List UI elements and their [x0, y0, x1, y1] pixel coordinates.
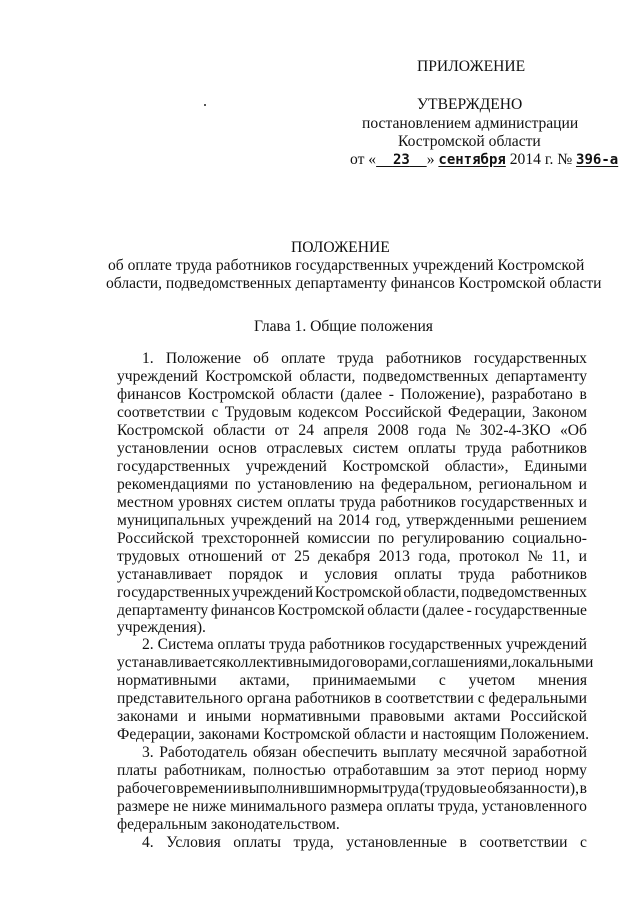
- body-word: труда,: [293, 834, 334, 851]
- body-word: государственных: [117, 584, 231, 601]
- body-line: [117, 602, 587, 620]
- date-day: 23: [392, 152, 410, 168]
- body-word: с: [438, 672, 446, 689]
- body-word: 25: [294, 548, 310, 565]
- body-word: оплаты: [217, 636, 266, 653]
- body-line: [142, 834, 587, 852]
- body-line: [117, 458, 587, 476]
- body-word: обязан: [252, 744, 297, 761]
- date-mid: »: [426, 151, 435, 168]
- body-word: Российской: [117, 530, 194, 547]
- body-word: законодательством.: [211, 816, 340, 833]
- body-word: платы: [117, 762, 157, 779]
- body-word: отношений: [188, 548, 263, 565]
- body-line: [117, 386, 587, 404]
- body-word: Костромской: [205, 368, 293, 385]
- resolution-label: постановлением администрации: [362, 115, 579, 132]
- body-word: Условия: [166, 834, 221, 851]
- body-line: [117, 548, 587, 566]
- body-word: протокол: [459, 548, 520, 565]
- body-word: времени: [176, 780, 232, 797]
- document-number: 396-а: [576, 152, 619, 168]
- body-word: принимаемыми: [312, 672, 416, 689]
- body-line: [117, 584, 587, 602]
- body-word: законами: [117, 708, 179, 725]
- body-word: и: [299, 566, 308, 583]
- body-word: труда: [339, 494, 376, 511]
- body-word: области»,: [444, 458, 509, 475]
- body-word: области: [281, 386, 334, 403]
- body-word: оплаты: [233, 834, 282, 851]
- body-word: работников: [380, 494, 457, 511]
- body-word: Система: [157, 636, 214, 653]
- body-word: и: [578, 548, 587, 565]
- body-word: 302-4-ЗКО: [479, 422, 551, 439]
- body-line: [142, 350, 587, 368]
- body-word: не: [172, 798, 189, 815]
- body-word: и: [232, 780, 241, 797]
- body-word: регулированию: [402, 530, 505, 547]
- date-suffix: 2014 г. №: [509, 151, 573, 168]
- body-word: актами,: [239, 672, 290, 689]
- body-word: учреждений: [230, 512, 312, 529]
- body-word: года: [418, 422, 447, 439]
- body-word: муниципальных: [117, 512, 225, 529]
- body-word: систем: [352, 440, 399, 457]
- body-word: учреждений: [232, 584, 314, 601]
- body-word: с: [477, 690, 485, 707]
- body-word: и: [187, 708, 197, 725]
- body-line: [117, 368, 587, 386]
- body-word: учреждений: [117, 368, 199, 385]
- body-word: норму: [545, 762, 587, 779]
- body-word: обязанности),: [487, 780, 579, 797]
- body-word: рекомендациями: [117, 476, 229, 493]
- body-word: устанавливается: [117, 654, 227, 671]
- body-word: локальными: [511, 654, 594, 671]
- body-word: соглашениями,: [411, 654, 512, 671]
- date-prefix: от «: [350, 151, 377, 168]
- body-word: период: [491, 762, 539, 779]
- body-word: Трудовым: [224, 404, 292, 421]
- body-word: Законом: [531, 404, 587, 421]
- body-word: нормы: [337, 780, 383, 797]
- approval-date: [350, 151, 618, 169]
- body-word: Костромской: [187, 386, 275, 403]
- body-word: «Об: [559, 422, 587, 439]
- body-word: устанавливает: [117, 566, 213, 583]
- date-month: сентября: [438, 152, 506, 168]
- body-word: апреля: [323, 422, 369, 439]
- body-word: месячной: [443, 744, 507, 761]
- body-word: заработной: [512, 744, 587, 761]
- body-word: размере: [117, 798, 170, 815]
- body-word: (далее: [340, 386, 383, 403]
- body-word: труда: [465, 440, 502, 457]
- body-word: государственных: [117, 458, 231, 475]
- body-word: и: [578, 476, 587, 493]
- body-word: №: [527, 548, 543, 565]
- body-word: труда: [269, 636, 306, 653]
- body-word: трехсторонней: [201, 530, 300, 547]
- body-word: обеспечить: [302, 744, 378, 761]
- body-line: [142, 744, 587, 762]
- body-word: учреждений: [505, 636, 587, 653]
- body-word: настоящим: [422, 726, 497, 743]
- body-line: [117, 726, 589, 744]
- body-word: полностью: [253, 762, 326, 779]
- body-word: работников: [294, 690, 371, 707]
- body-word: работникам,: [164, 762, 246, 779]
- body-word: Костромской: [277, 602, 365, 619]
- body-word: 4.: [142, 834, 154, 851]
- body-word: области,: [299, 368, 356, 385]
- body-word: учреждения).: [117, 619, 206, 636]
- body-word: подведомственных: [461, 584, 587, 601]
- body-word: утвержденными: [406, 512, 515, 529]
- body-word: с: [211, 404, 219, 421]
- body-word: от: [271, 548, 286, 565]
- body-word: труда: [382, 780, 419, 797]
- body-line: [117, 619, 206, 637]
- body-word: 11,: [551, 548, 571, 565]
- body-line: [117, 762, 587, 780]
- body-word: Федерации,: [117, 726, 195, 743]
- body-word: минимального: [230, 798, 327, 815]
- body-word: труда: [458, 566, 495, 583]
- body-word: на: [359, 476, 375, 493]
- body-word: и: [410, 726, 419, 743]
- body-word: социально-: [512, 530, 587, 547]
- body-word: комиссии: [307, 530, 371, 547]
- body-word: Федерации,: [448, 404, 526, 421]
- body-word: установлению: [257, 476, 353, 493]
- body-word: этот: [456, 762, 485, 779]
- body-word: -: [466, 602, 472, 619]
- body-word: Едиными: [524, 458, 587, 475]
- body-line: [117, 690, 587, 708]
- body-line: [117, 816, 340, 834]
- body-word: -: [388, 386, 394, 403]
- body-word: решением: [519, 512, 587, 529]
- body-word: федеральными: [488, 690, 587, 707]
- body-line: [117, 422, 587, 440]
- body-word: выполнившим: [241, 780, 338, 797]
- body-word: коллективными: [226, 654, 331, 671]
- body-word: установлении: [117, 440, 209, 457]
- body-line: [117, 566, 587, 584]
- body-word: Костромской: [342, 458, 430, 475]
- body-word: год,: [375, 512, 401, 529]
- body-word: государственных: [388, 636, 503, 653]
- body-line: [117, 708, 587, 726]
- body-word: области: [213, 422, 266, 439]
- body-word: Российской: [364, 404, 442, 421]
- body-word: №: [455, 422, 471, 439]
- body-word: государственные: [474, 602, 587, 619]
- body-word: финансов: [117, 386, 182, 403]
- body-word: подведомственных: [362, 368, 489, 385]
- body-word: выплату: [382, 744, 438, 761]
- body-word: труда: [337, 350, 374, 367]
- body-word: порядок: [228, 566, 283, 583]
- body-word: 2014: [338, 512, 370, 529]
- body-word: с: [580, 834, 587, 851]
- body-word: 2.: [142, 636, 154, 653]
- body-line: [117, 530, 587, 548]
- body-word: размера: [330, 798, 383, 815]
- body-word: отраслевых: [266, 440, 344, 457]
- body-word: нормативными: [260, 708, 361, 725]
- body-word: оплаты: [408, 440, 456, 457]
- body-word: отработавшим: [332, 762, 430, 779]
- body-word: установленного: [481, 798, 587, 815]
- body-word: соответствии: [479, 834, 568, 851]
- body-word: в: [579, 386, 587, 403]
- body-word: правовыми: [370, 708, 445, 725]
- body-line: [117, 512, 587, 530]
- body-word: федеральным: [117, 816, 208, 833]
- body-word: (трудовые: [419, 780, 487, 797]
- body-line: [117, 494, 587, 512]
- body-word: иными: [205, 708, 252, 725]
- body-word: в: [459, 834, 467, 851]
- body-word: области: [367, 602, 420, 619]
- body-word: (далее: [422, 602, 464, 619]
- body-word: оплате: [281, 350, 326, 367]
- body-word: на: [317, 512, 333, 529]
- document-subtitle-line2: области, подведомственных департаменту финансов Костромской области: [106, 275, 602, 292]
- body-word: 2013: [378, 548, 410, 565]
- body-word: органа: [246, 690, 291, 707]
- body-word: финансов: [210, 602, 276, 619]
- body-line: [117, 476, 587, 494]
- body-word: работников: [385, 350, 462, 367]
- document-title: ПОЛОЖЕНИЕ: [291, 239, 390, 256]
- scan-speck: [204, 104, 206, 106]
- body-word: учетом: [468, 672, 516, 689]
- body-line: [117, 654, 594, 672]
- body-word: труда,: [437, 798, 479, 815]
- body-word: 24: [298, 422, 315, 439]
- body-word: от: [274, 422, 290, 439]
- body-word: Костромской: [263, 726, 351, 743]
- body-word: года,: [418, 548, 451, 565]
- body-line: [142, 636, 587, 654]
- body-word: разработано: [491, 386, 573, 403]
- appendix-label: ПРИЛОЖЕНИЕ: [417, 58, 526, 75]
- body-word: Положение),: [400, 386, 485, 403]
- approved-label: УТВЕРЖДЕНО: [417, 96, 523, 113]
- body-word: декабря: [318, 548, 371, 565]
- body-word: работников: [309, 636, 385, 653]
- body-word: региональном: [478, 476, 572, 493]
- body-word: работников: [511, 566, 587, 583]
- body-word: государственных: [473, 350, 587, 367]
- body-word: по: [234, 476, 251, 493]
- body-word: области,: [403, 584, 460, 601]
- body-line: [117, 404, 587, 422]
- body-word: департаменту: [495, 368, 587, 385]
- body-word: ниже: [192, 798, 227, 815]
- body-word: рабочего: [117, 780, 176, 797]
- body-word: в: [579, 780, 587, 797]
- body-word: местном: [117, 494, 174, 511]
- body-word: оплаты: [287, 494, 335, 511]
- body-word: работников: [511, 440, 587, 457]
- body-word: соответствии: [385, 690, 474, 707]
- body-word: федеральном,: [381, 476, 473, 493]
- body-word: представительного: [117, 690, 243, 707]
- body-word: Костромской: [314, 584, 402, 601]
- region-label: Костромской области: [398, 133, 541, 150]
- body-word: 2008: [377, 422, 409, 439]
- body-word: Положение: [165, 350, 242, 367]
- body-word: Работодатель: [159, 744, 248, 761]
- body-word: области: [354, 726, 407, 743]
- body-line: [117, 440, 587, 458]
- body-word: об: [253, 350, 269, 367]
- body-word: по: [378, 530, 395, 547]
- body-word: мнения: [538, 672, 587, 689]
- body-word: трудовых: [117, 548, 180, 565]
- body-word: Российской: [510, 708, 587, 725]
- body-word: законами: [198, 726, 260, 743]
- body-line: [117, 780, 587, 798]
- body-word: в: [374, 690, 382, 707]
- body-word: соответствии: [117, 404, 206, 421]
- body-word: кодексом: [297, 404, 359, 421]
- document-subtitle-line1: об оплате труда работников государственных учреждений Костромской: [108, 257, 585, 274]
- body-word: нормативными: [117, 672, 217, 689]
- body-word: оплаты: [386, 798, 435, 815]
- body-word: учреждений: [245, 458, 327, 475]
- body-word: оплаты: [394, 566, 442, 583]
- body-word: Положением.: [500, 726, 590, 743]
- body-word: государственных: [460, 494, 574, 511]
- body-word: условия: [324, 566, 378, 583]
- body-word: и: [578, 494, 587, 511]
- body-word: 3.: [142, 744, 154, 761]
- body-word: Костромской: [117, 422, 204, 439]
- body-word: основ: [218, 440, 257, 457]
- body-word: за: [436, 762, 450, 779]
- body-word: департаменту: [117, 602, 209, 619]
- body-word: установленные: [346, 834, 447, 851]
- body-word: уровнях: [178, 494, 233, 511]
- body-word: 1.: [142, 350, 154, 367]
- body-line: [117, 672, 587, 690]
- chapter-heading: Глава 1. Общие положения: [254, 318, 433, 335]
- body-word: систем: [236, 494, 283, 511]
- body-word: договорами,: [330, 654, 412, 671]
- body-line: [117, 798, 587, 816]
- body-word: актами: [453, 708, 501, 725]
